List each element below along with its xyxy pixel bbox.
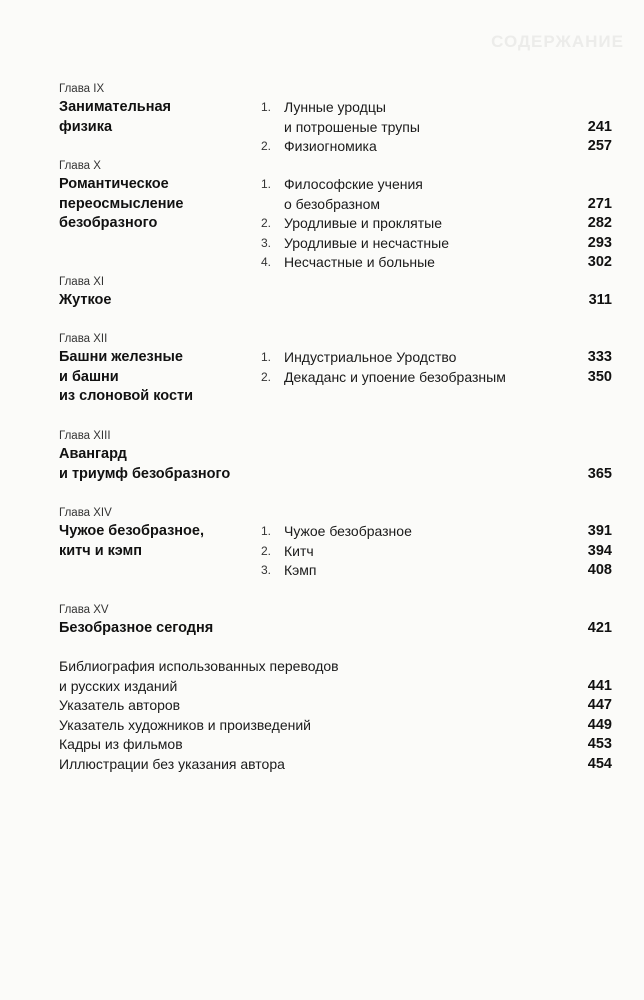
toc-entry[interactable]	[59, 368, 612, 388]
chapter-number: Глава XI	[59, 276, 105, 288]
toc-entry[interactable]	[59, 735, 612, 755]
section-title: Философские учения	[284, 176, 423, 192]
page-number: 293	[587, 234, 612, 251]
page-number: 365	[587, 465, 612, 482]
chapter-12	[59, 332, 612, 404]
section-title: Несчастные и больные	[284, 254, 435, 270]
chapter-9	[59, 82, 612, 154]
page-number: 449	[587, 716, 612, 733]
chapter-number: Глава IX	[59, 83, 105, 95]
toc-entry[interactable]	[59, 253, 612, 273]
section-title: Лунные уродцы	[284, 99, 386, 115]
toc-entry-cont[interactable]	[59, 195, 612, 215]
page-number: 454	[587, 755, 612, 772]
toc-entry[interactable]	[59, 522, 612, 542]
appendix-title: Иллюстрации без указания автора	[59, 755, 285, 772]
section-number: 3.	[261, 563, 272, 577]
chapter-number: Глава XV	[59, 604, 109, 616]
page-number: 447	[587, 697, 612, 713]
section-number: 3.	[261, 235, 272, 250]
page-number: 441	[587, 677, 612, 694]
toc-entry[interactable]	[59, 542, 612, 562]
section-title: и потрошеные трупы	[284, 118, 420, 135]
section-title: о безобразном	[284, 195, 381, 212]
section-number: 2.	[261, 369, 272, 384]
section-title: Кэмп	[284, 562, 317, 578]
chapter-title-line: и башни	[59, 368, 119, 385]
toc-entry[interactable]	[59, 348, 612, 368]
ghost-heading: СОДЕРЖАНИЕ	[491, 32, 624, 51]
toc-page	[59, 0, 612, 1000]
page-number: 350	[587, 368, 612, 385]
toc-entry[interactable]	[59, 561, 612, 581]
page-number: 282	[587, 215, 612, 231]
section-number: 1.	[261, 100, 272, 114]
chapter-10	[59, 159, 612, 270]
section-title: Уродливые и несчастные	[284, 234, 450, 251]
section-title: Индустриальное Уродство	[284, 349, 457, 365]
toc-entry[interactable]	[59, 98, 612, 118]
section-title: Китч	[284, 542, 314, 559]
toc-entry[interactable]	[59, 755, 612, 775]
page-number: 391	[587, 523, 612, 539]
chapter-title-line: переосмысление	[59, 195, 184, 212]
section-number: 1.	[261, 177, 272, 191]
chapter-number: Глава XIII	[59, 430, 111, 442]
page-number: 408	[587, 562, 612, 578]
toc-entry-cont[interactable]	[59, 118, 612, 138]
chapter-number: Глава XII	[59, 333, 108, 345]
section-title: Уродливые и проклятые	[284, 215, 443, 231]
chapter-14	[59, 506, 612, 578]
section-number: 1.	[261, 350, 272, 364]
chapter-title-line: Романтическое	[59, 176, 169, 192]
page-number: 257	[587, 138, 612, 154]
toc-entry[interactable]	[59, 175, 612, 195]
toc-entry[interactable]	[59, 234, 612, 254]
chapter-title-line: китч и кэмп	[59, 542, 143, 559]
appendix-title: Кадры из фильмов	[59, 736, 183, 752]
chapter-title-line: Авангард	[59, 446, 127, 462]
toc-entry[interactable]	[59, 657, 612, 677]
chapter-title-line: Башни железные	[59, 349, 183, 365]
chapter-title-line: и триумф безобразного	[59, 465, 231, 482]
chapter-title-line: из слоновой кости	[59, 388, 194, 404]
page-number: 241	[587, 118, 612, 135]
toc-entry[interactable]	[59, 619, 612, 639]
section-number: 2.	[261, 216, 272, 230]
toc-entry[interactable]	[59, 137, 612, 157]
page-number: 311	[588, 292, 612, 308]
chapter-title-line: Чужое безобразное,	[59, 523, 204, 539]
chapter-11	[59, 275, 612, 308]
appendix-title: Указатель художников и произведений	[59, 716, 311, 733]
page-number: 333	[587, 349, 612, 365]
appendix-title: Указатель авторов	[59, 697, 181, 713]
toc-entry[interactable]	[59, 214, 612, 234]
page-number: 421	[587, 620, 612, 636]
page-number: 394	[587, 542, 612, 559]
section-title: Декаданс и упоение безобразным	[284, 368, 506, 385]
chapter-title: Жуткое	[59, 292, 112, 308]
chapter-title: Безобразное сегодня	[59, 620, 214, 636]
section-number: 2.	[261, 543, 272, 558]
chapter-title-line: безобразного	[59, 215, 158, 231]
toc-entry[interactable]	[59, 465, 612, 485]
page-number: 302	[587, 254, 612, 270]
section-number: 1.	[261, 524, 272, 538]
chapter-title-line: физика	[59, 118, 113, 135]
chapter-number: Глава XIV	[59, 507, 112, 519]
appendix-title: Библиография использованных переводов	[59, 658, 339, 674]
page-number: 271	[587, 195, 612, 212]
section-number: 2.	[261, 139, 272, 153]
chapter-number: Глава X	[59, 160, 101, 172]
section-title: Физиогномика	[284, 138, 377, 154]
section-title: Чужое безобразное	[284, 523, 412, 539]
chapter-13	[59, 429, 612, 482]
toc-entry[interactable]	[59, 716, 612, 736]
appendix-title: и русских изданий	[59, 677, 178, 694]
toc-entry[interactable]	[59, 291, 612, 311]
chapter-15	[59, 603, 612, 636]
toc-entry[interactable]	[59, 696, 612, 716]
toc-entry-cont[interactable]	[59, 677, 612, 697]
section-number: 4.	[261, 255, 272, 269]
chapter-title-line: Занимательная	[59, 99, 171, 115]
page-number: 453	[587, 736, 612, 752]
